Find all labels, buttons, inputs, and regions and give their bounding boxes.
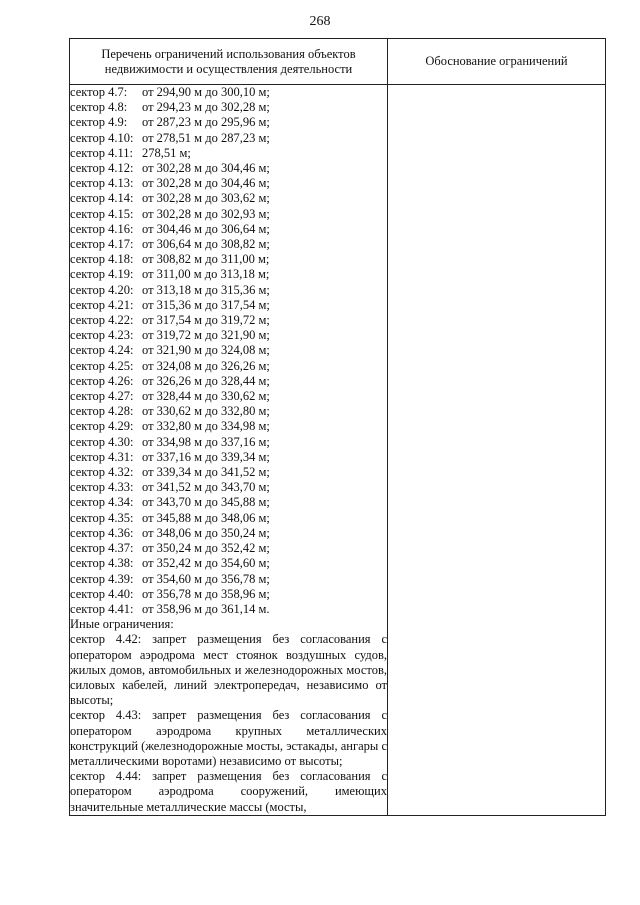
sector-row — [70, 176, 387, 191]
sector-height-range: от 354,60 м до 356,78 м; — [142, 571, 270, 586]
sector-height-range: 278,51 м; — [142, 145, 191, 160]
restriction-paragraph: сектор 4.42: запрет размещения без согласования с оператором аэродрома мест стоянок воздушных судов, жилых домов, автомобильных и железнодорожных мостов, силовых кабелей, линий электропередач, независимо от высоты; — [70, 632, 387, 708]
sector-height-range: от 343,70 м до 345,88 м; — [142, 495, 270, 510]
sector-height-range: от 278,51 м до 287,23 м; — [142, 130, 270, 145]
sector-height-range: от 287,23 м до 295,96 м; — [142, 115, 270, 130]
table-header-row — [70, 39, 606, 85]
sector-label: сектор 4.16: — [70, 221, 134, 236]
sector-label: сектор 4.33: — [70, 480, 134, 495]
sector-label: сектор 4.15: — [70, 206, 134, 221]
sector-height-range: от 294,23 м до 302,28 м; — [142, 100, 270, 115]
restriction-paragraph: сектор 4.44: запрет размещения без согласования с оператором аэродрома сооружений, имеющих значительные металлические массы (мосты, — [70, 769, 387, 814]
sector-row — [70, 222, 387, 237]
sector-row — [70, 252, 387, 267]
sector-height-range: от 304,46 м до 306,64 м; — [142, 221, 270, 236]
sector-label: сектор 4.26: — [70, 373, 134, 388]
header-justification: Обоснование ограничений — [388, 39, 606, 85]
sector-row — [70, 511, 387, 526]
sector-row — [70, 191, 387, 206]
sector-row — [70, 161, 387, 176]
other-restrictions-list — [70, 632, 387, 814]
sector-row — [70, 389, 387, 404]
sector-label: сектор 4.21: — [70, 297, 134, 312]
sector-label: сектор 4.12: — [70, 161, 134, 176]
sector-row — [70, 298, 387, 313]
sector-row — [70, 480, 387, 495]
sector-height-range: от 302,28 м до 303,62 м; — [142, 191, 270, 206]
sector-height-range: от 356,78 м до 358,96 м; — [142, 586, 270, 601]
sector-height-range: от 306,64 м до 308,82 м; — [142, 237, 270, 252]
sector-row — [70, 115, 387, 130]
sector-label: сектор 4.36: — [70, 525, 134, 540]
sector-row — [70, 100, 387, 115]
sector-row — [70, 283, 387, 298]
sector-height-range: от 332,80 м до 334,98 м; — [142, 419, 270, 434]
sector-height-range: от 328,44 м до 330,62 м; — [142, 389, 270, 404]
sector-row — [70, 541, 387, 556]
sector-label: сектор 4.19: — [70, 267, 134, 282]
sector-list — [70, 85, 387, 617]
sector-row — [70, 146, 387, 161]
sector-height-range: от 302,28 м до 304,46 м; — [142, 161, 270, 176]
sector-height-range: от 324,08 м до 326,26 м; — [142, 358, 270, 373]
sector-label: сектор 4.14: — [70, 191, 134, 206]
sector-height-range: от 308,82 м до 311,00 м; — [142, 252, 270, 267]
sector-row — [70, 131, 387, 146]
sector-label: сектор 4.11: — [70, 145, 133, 160]
sector-label: сектор 4.41: — [70, 601, 134, 616]
sector-height-range: от 358,96 м до 361,14 м. — [142, 601, 270, 616]
sector-row — [70, 419, 387, 434]
justification-cell — [388, 85, 606, 816]
sector-row — [70, 85, 387, 100]
sector-row — [70, 526, 387, 541]
other-restrictions-heading: Иные ограничения: — [70, 617, 174, 632]
sector-height-range: от 334,98 м до 337,16 м; — [142, 434, 270, 449]
sector-row — [70, 328, 387, 343]
sector-label: сектор 4.13: — [70, 176, 134, 191]
sector-row — [70, 556, 387, 571]
restrictions-table — [69, 38, 606, 816]
sector-label: сектор 4.34: — [70, 495, 134, 510]
sector-label: сектор 4.29: — [70, 419, 134, 434]
sector-label: сектор 4.17: — [70, 237, 134, 252]
sector-height-range: от 350,24 м до 352,42 м; — [142, 541, 270, 556]
sector-height-range: от 352,42 м до 354,60 м; — [142, 556, 270, 571]
sector-row — [70, 404, 387, 419]
sector-height-range: от 302,28 м до 302,93 м; — [142, 206, 270, 221]
table-row — [70, 85, 606, 816]
sector-height-range: от 341,52 м до 343,70 м; — [142, 480, 270, 495]
sector-label: сектор 4.20: — [70, 282, 134, 297]
sector-height-range: от 337,16 м до 339,34 м; — [142, 449, 270, 464]
sector-label: сектор 4.10: — [70, 130, 134, 145]
sector-height-range: от 348,06 м до 350,24 м; — [142, 525, 270, 540]
sector-row — [70, 602, 387, 617]
restriction-paragraph: сектор 4.43: запрет размещения без согласования с оператором аэродрома крупных металлических конструкций (железнодорожные мосты, эстакады, ангары с металлическими воротами) независимо от высоты; — [70, 708, 387, 768]
sector-height-range: от 321,90 м до 324,08 м; — [142, 343, 270, 358]
sector-height-range: от 326,26 м до 328,44 м; — [142, 373, 270, 388]
sector-height-range: от 302,28 м до 304,46 м; — [142, 176, 270, 191]
sector-row — [70, 267, 387, 282]
sector-row — [70, 313, 387, 328]
sector-label: сектор 4.8: — [70, 100, 128, 115]
sector-row — [70, 572, 387, 587]
sector-height-range: от 339,34 м до 341,52 м; — [142, 465, 270, 480]
sector-label: сектор 4.32: — [70, 465, 134, 480]
sector-row — [70, 465, 387, 480]
sector-label: сектор 4.31: — [70, 449, 134, 464]
sector-row — [70, 435, 387, 450]
sector-height-range: от 311,00 м до 313,18 м; — [142, 267, 270, 282]
sector-label: сектор 4.38: — [70, 556, 134, 571]
sector-label: сектор 4.40: — [70, 586, 134, 601]
sector-height-range: от 330,62 м до 332,80 м; — [142, 404, 270, 419]
sector-label: сектор 4.28: — [70, 404, 134, 419]
sector-label: сектор 4.23: — [70, 328, 134, 343]
sector-row — [70, 359, 387, 374]
sector-row — [70, 495, 387, 510]
sector-row — [70, 207, 387, 222]
sector-label: сектор 4.30: — [70, 434, 134, 449]
sector-label: сектор 4.22: — [70, 313, 134, 328]
sector-label: сектор 4.24: — [70, 343, 134, 358]
sector-label: сектор 4.39: — [70, 571, 134, 586]
sector-row — [70, 343, 387, 358]
sector-label: сектор 4.18: — [70, 252, 134, 267]
sector-label: сектор 4.27: — [70, 389, 134, 404]
sector-height-range: от 319,72 м до 321,90 м; — [142, 328, 270, 343]
header-restrictions-list: Перечень ограничений использования объектов недвижимости и осуществления деятельности — [70, 39, 388, 85]
sector-label: сектор 4.25: — [70, 358, 134, 373]
sector-label: сектор 4.7: — [70, 85, 128, 99]
sector-label: сектор 4.35: — [70, 510, 134, 525]
sector-height-range: от 315,36 м до 317,54 м; — [142, 297, 270, 312]
sector-height-range: от 294,90 м до 300,10 м; — [142, 85, 270, 99]
sector-height-range: от 345,88 м до 348,06 м; — [142, 510, 270, 525]
sector-label: сектор 4.37: — [70, 541, 134, 556]
sector-label: сектор 4.9: — [70, 115, 128, 130]
sector-height-range: от 313,18 м до 315,36 м; — [142, 282, 270, 297]
sector-row — [70, 237, 387, 252]
sector-row — [70, 587, 387, 602]
sector-height-range: от 317,54 м до 319,72 м; — [142, 313, 270, 328]
page-number: 268 — [309, 14, 331, 29]
sector-row — [70, 374, 387, 389]
sector-row — [70, 450, 387, 465]
restrictions-cell — [70, 85, 388, 816]
